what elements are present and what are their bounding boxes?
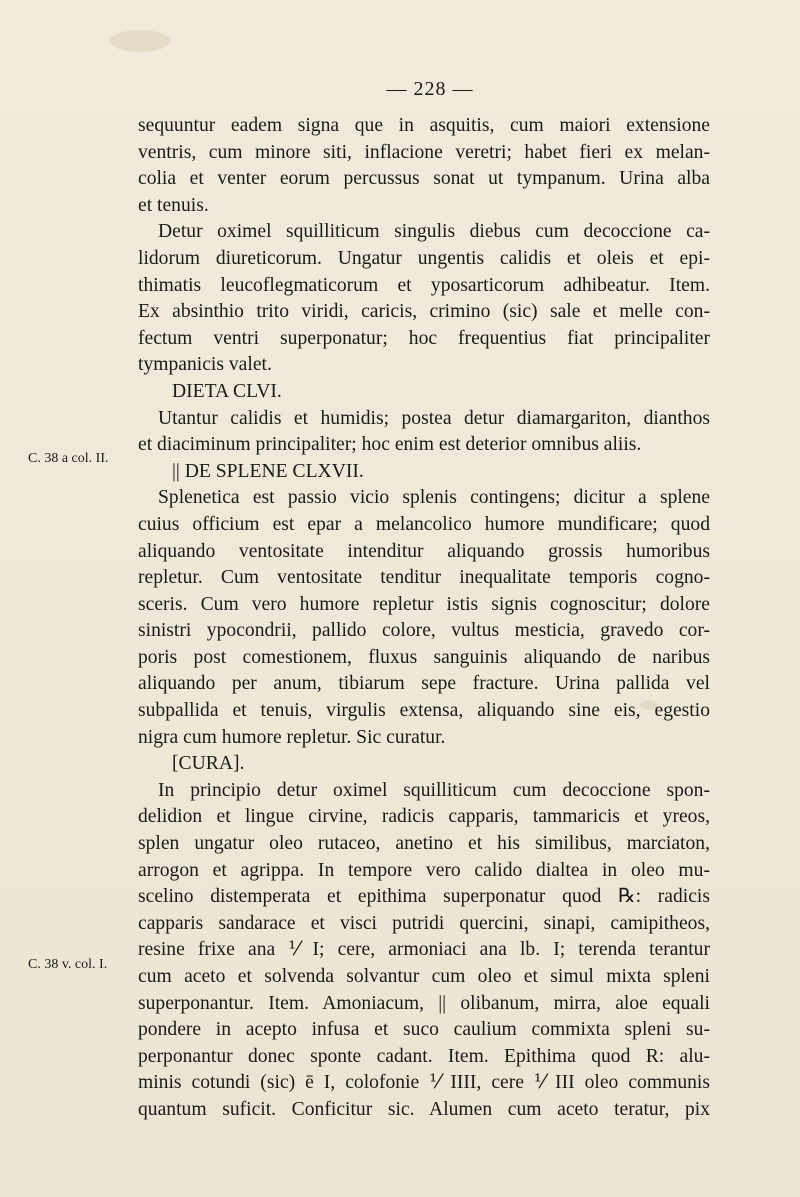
body-text	[138, 113, 710, 1124]
section-heading: [CURA].	[172, 753, 245, 775]
text-line: colia et venter eorum percussus sonat ut tympanum. Urina alba	[138, 168, 710, 190]
text-line: subpallida et tenuis, virgulis extensa, aliquando sine eis, egestio	[138, 700, 710, 722]
paper-stain	[110, 30, 170, 52]
text-line: thimatis leucoflegmaticorum et yposarticorum adhibeatur. Item.	[138, 274, 710, 296]
section-heading: || DE SPLENE CLXVII.	[172, 460, 364, 482]
text-line: repletur. Cum ventositate tenditur inequalitate temporis cogno-	[138, 567, 710, 589]
text-line: lidorum diureticorum. Ungatur ungentis calidis et oleis et epi-	[138, 247, 710, 269]
text-line: Detur oximel squilliticum singulis diebus cum decoccione ca-	[158, 221, 710, 243]
text-line: poris post comestionem, fluxus sanguinis aliquando de naribus	[138, 646, 710, 668]
text-line: et diaciminum principaliter; hoc enim est deterior omnibus aliis.	[138, 434, 642, 456]
text-line: cum aceto et solvenda solvantur cum oleo et simul mixta spleni	[138, 966, 710, 987]
text-line: In principio detur oximel squilliticum cum decoccione spon-	[158, 779, 710, 801]
text-line: splen ungatur oleo rutaceo, anetino et his similibus, marciaton,	[138, 833, 710, 855]
page-number: — 228 —	[386, 78, 474, 100]
text-line: Splenetica est passio vicio splenis contingens; dicitur a splene	[158, 487, 710, 509]
margin-note: C. 38 v. col. I.	[28, 957, 108, 972]
text-line: aliquando per anum, tibiarum sepe fracture. Urina pallida vel	[138, 673, 710, 695]
text-line: sequuntur eadem signa que in asquitis, cum maiori extensione	[138, 115, 710, 136]
text-line: tympanicis valet.	[138, 354, 272, 376]
text-line: superponantur. Item. Amoniacum, || olibanum, mirra, aloe equali	[138, 992, 710, 1014]
text-line: resine frixe ana ⅟ I; cere, armoniaci ana lb. I; terenda terantur	[138, 939, 710, 961]
text-line: sinistri ypocondrii, pallido colore, vultus mesticia, gravedo cor-	[138, 620, 710, 642]
text-line: Ex absinthio trito viridi, caricis, crimino (sic) sale et melle con-	[138, 301, 710, 323]
section-heading: DIETA CLVI.	[172, 380, 282, 402]
text-line: sceris. Cum vero humore repletur istis signis cognoscitur; dolore	[138, 593, 710, 615]
text-line: capparis sandarace et visci putridi quercini, sinapi, camipitheos,	[138, 912, 710, 934]
text-line: arrogon et agrippa. In tempore vero calido dialtea in oleo mu-	[138, 859, 710, 881]
text-line: Utantur calidis et humidis; postea detur diamargariton, dianthos	[158, 407, 710, 429]
text-line: scelino distemperata et epithima superponatur quod ℞: radicis	[138, 886, 710, 908]
text-line: minis cotundi (sic) ē I, colofonie ⅟ IIII, cere ⅟ III oleo communis	[138, 1072, 710, 1094]
text-line: et tenuis.	[138, 194, 209, 216]
text-line: pondere in acepto infusa et suco caulium commixta spleni su-	[138, 1019, 710, 1041]
text-line: quantum suficit. Conficitur sic. Alumen cum aceto teratur, pix	[138, 1098, 710, 1120]
text-line: fectum ventri superponatur; hoc frequentius fiat principaliter	[138, 327, 710, 349]
text-line: ventris, cum minore siti, inflacione veretri; habet fieri ex melan-	[138, 141, 710, 163]
text-line: aliquando ventositate intenditur aliquando grossis humoribus	[138, 540, 710, 562]
text-line: nigra cum humore repletur. Sic curatur.	[138, 726, 446, 748]
text-line: perponantur donec sponte cadant. Item. Epithima quod R: alu-	[138, 1045, 710, 1067]
margin-note: C. 38 a col. II.	[28, 451, 109, 466]
text-line: delidion et lingue cirvine, radicis capparis, tammaricis et yreos,	[138, 806, 710, 828]
text-line: cuius officium est epar a melancolico humore mundificare; quod	[138, 513, 710, 535]
